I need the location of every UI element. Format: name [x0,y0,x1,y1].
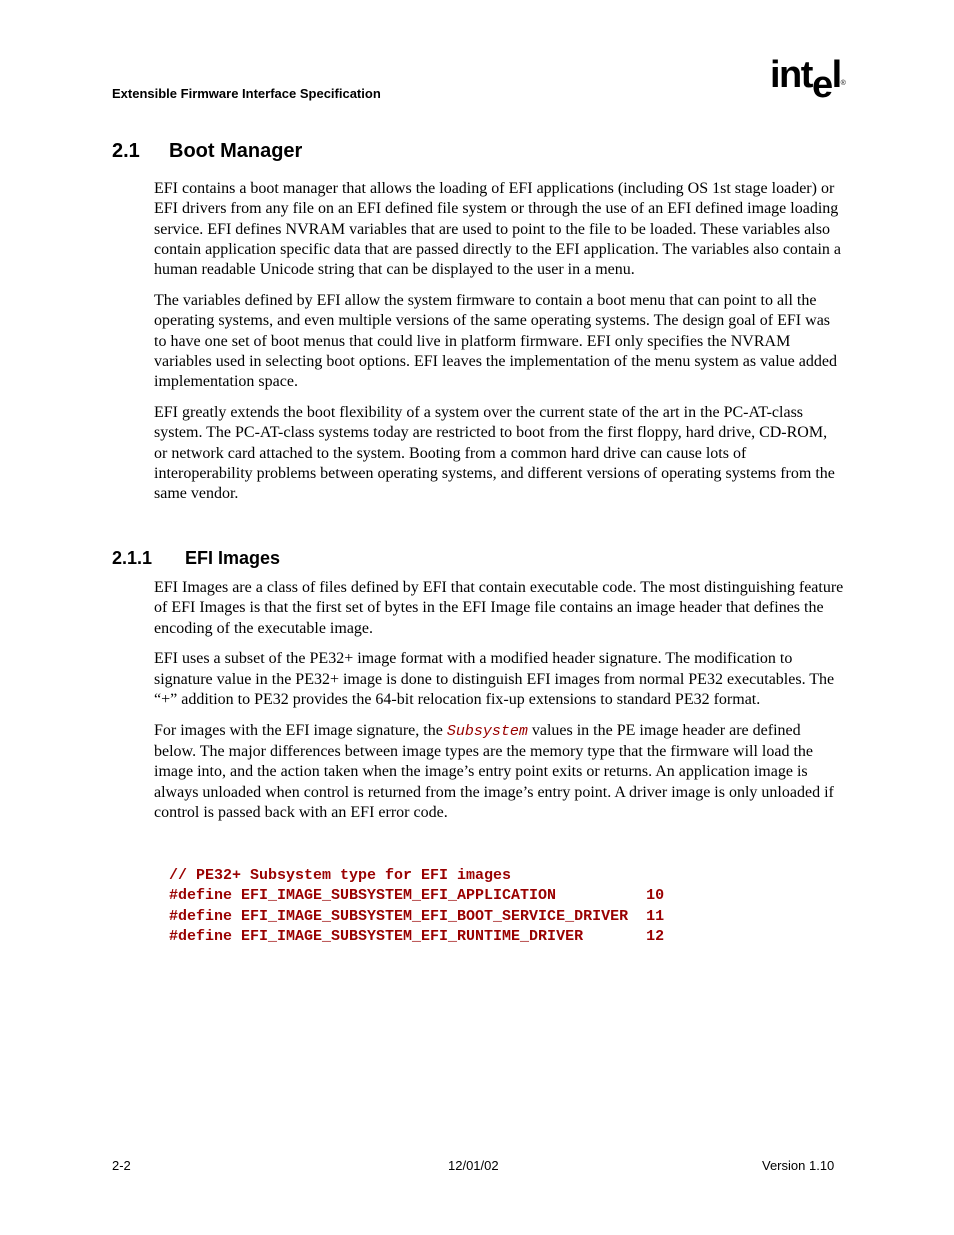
efi-images-body [154,578,844,823]
code-line: // PE32+ Subsystem type for EFI images [169,867,512,884]
paragraph: The variables defined by EFI allow the system firmware to contain a boot menu that can point to all the operating systems, and even multiple versions of the same operating systems. The design goal of EFI was to have one set of boot menus that could live in platform firmware. EFI only specifies the NVRAM variables used in selecting boot options. EFI leaves the implementation of the menu system as value added implementation space. [154,291,837,391]
inline-code-subsystem: Subsystem [446,722,528,740]
section-heading-boot-manager [112,140,302,163]
code-line: #define EFI_IMAGE_SUBSYSTEM_EFI_RUNTIME_DRIVER 12 [169,927,665,945]
section-heading-efi-images [112,548,280,569]
section-title: EFI Images [185,548,281,568]
section-number: 2.1.1 [112,548,153,568]
footer-date: 12/01/02 [448,1158,499,1173]
code-block [169,866,664,947]
code-line: #define EFI_IMAGE_SUBSYSTEM_EFI_APPLICATION 10 [169,887,665,905]
paragraph: EFI contains a boot manager that allows the loading of EFI applications (including OS 1st stage loader) or EFI drivers from any file on an EFI defined file system or through the use of an EFI defined image loading service. EFI defines NVRAM variables that are used to point to the file to be loaded. These variables also contain application specific data that are passed directly to the EFI application. The variables also contain a human readable Unicode string that can be displayed to the user in a menu. [154,180,842,279]
intel-logo: intel® [770,54,846,106]
footer-version: Version 1.10 [762,1158,835,1173]
section-number: 2.1 [112,140,140,162]
paragraph: EFI uses a subset of the PE32+ image format with a modified header signature. The modification to signature value in the PE32+ image is done to distinguish EFI images from normal PE32 executables. The “+” addition to PE32 provides the 64-bit relocation fix-up extensions to standard PE32 format. [154,650,835,708]
paragraph: For images with the EFI image signature, the Subsystem values in the PE image header are defined below. The major differences between image types are the memory type that the firmware will load the image into, and the action taken when the image’s entry point exits or returns. An application image is always unloaded when control is returned from the image’s entry point. A driver image is only unloaded if control is passed back with an EFI error code. [154,721,834,821]
paragraph: EFI greatly extends the boot flexibility of a system over the current state of the art in the PC-AT-class system. The PC-AT-class systems today are restricted to boot from the first floppy, hard drive, CD-ROM, or network card attached to the system. Booting from a common hard drive can cause lots of interoperability problems between operating systems, and different versions of operating systems from the same vendor. [154,403,835,503]
boot-manager-body [154,179,844,504]
code-line: #define EFI_IMAGE_SUBSYSTEM_EFI_BOOT_SERVICE_DRIVER 11 [169,907,665,925]
section-title: Boot Manager [169,140,303,162]
running-header: Extensible Firmware Interface Specification [112,86,381,101]
paragraph: EFI Images are a class of files defined by EFI that contain executable code. The most distinguishing feature of EFI Images is that the first set of bytes in the EFI Image file contains an image header that defines the encoding of the executable image. [154,579,844,637]
page-number: 2-2 [112,1158,131,1173]
